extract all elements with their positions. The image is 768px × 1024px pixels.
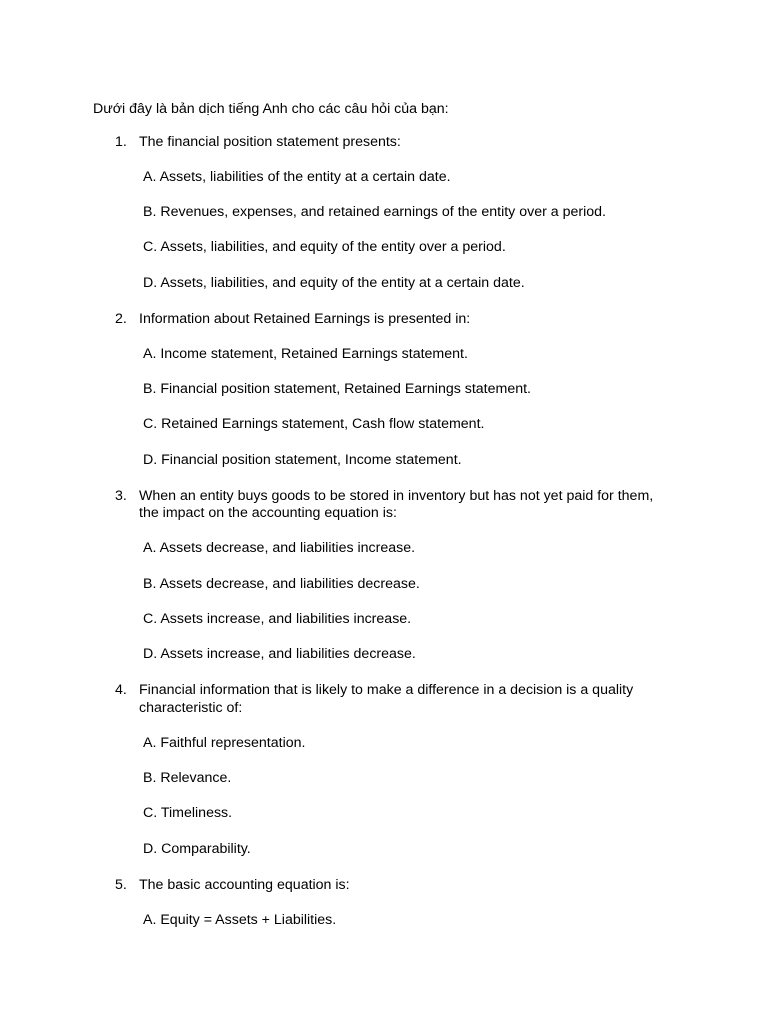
question-4-number: 4.	[115, 682, 127, 698]
question-3-text-line-2: the impact on the accounting equation is:	[139, 505, 397, 521]
question-2-option-b: B. Financial position statement, Retained Earnings statement.	[143, 381, 532, 397]
question-3-option-a: A. Assets decrease, and liabilities increase.	[143, 540, 416, 556]
question-4-text-line-1: Financial information that is likely to make a difference in a decision is a quality	[139, 682, 634, 698]
question-2-option-a: A. Income statement, Retained Earnings statement.	[143, 346, 468, 362]
question-1-option-b: B. Revenues, expenses, and retained earnings of the entity over a period.	[143, 204, 606, 220]
question-5-number: 5.	[115, 877, 127, 893]
question-5-option-a: A. Equity = Assets + Liabilities.	[143, 912, 337, 928]
question-2-number: 2.	[115, 311, 127, 327]
question-4-text-line-2: characteristic of:	[139, 700, 243, 716]
question-1-option-d: D. Assets, liabilities, and equity of the entity at a certain date.	[143, 275, 525, 291]
question-4-option-b: B. Relevance.	[143, 770, 232, 786]
question-5-text: The basic accounting equation is:	[139, 877, 350, 893]
question-2-option-c: C. Retained Earnings statement, Cash flow statement.	[143, 416, 485, 432]
question-1-text: The financial position statement presents:	[139, 134, 401, 150]
question-2-option-d: D. Financial position statement, Income statement.	[143, 452, 462, 468]
question-3-option-d: D. Assets increase, and liabilities decrease.	[143, 646, 416, 662]
question-3-option-c: C. Assets increase, and liabilities increase.	[143, 611, 412, 627]
question-3-option-b: B. Assets decrease, and liabilities decrease.	[143, 576, 420, 592]
question-2-text: Information about Retained Earnings is presented in:	[139, 311, 471, 327]
question-3-text-line-1: When an entity buys goods to be stored in inventory but has not yet paid for them,	[139, 488, 654, 504]
intro-text: Dưới đây là bản dịch tiếng Anh cho các câu hỏi của bạn:	[93, 101, 449, 117]
question-4-option-c: C. Timeliness.	[143, 805, 233, 821]
question-1-option-c: C. Assets, liabilities, and equity of the entity over a period.	[143, 239, 506, 255]
question-3-number: 3.	[115, 488, 127, 504]
question-4-option-a: A. Faithful representation.	[143, 735, 306, 751]
question-4-option-d: D. Comparability.	[143, 841, 251, 857]
question-1-number: 1.	[115, 134, 127, 150]
question-1-option-a: A. Assets, liabilities of the entity at a certain date.	[143, 169, 451, 185]
